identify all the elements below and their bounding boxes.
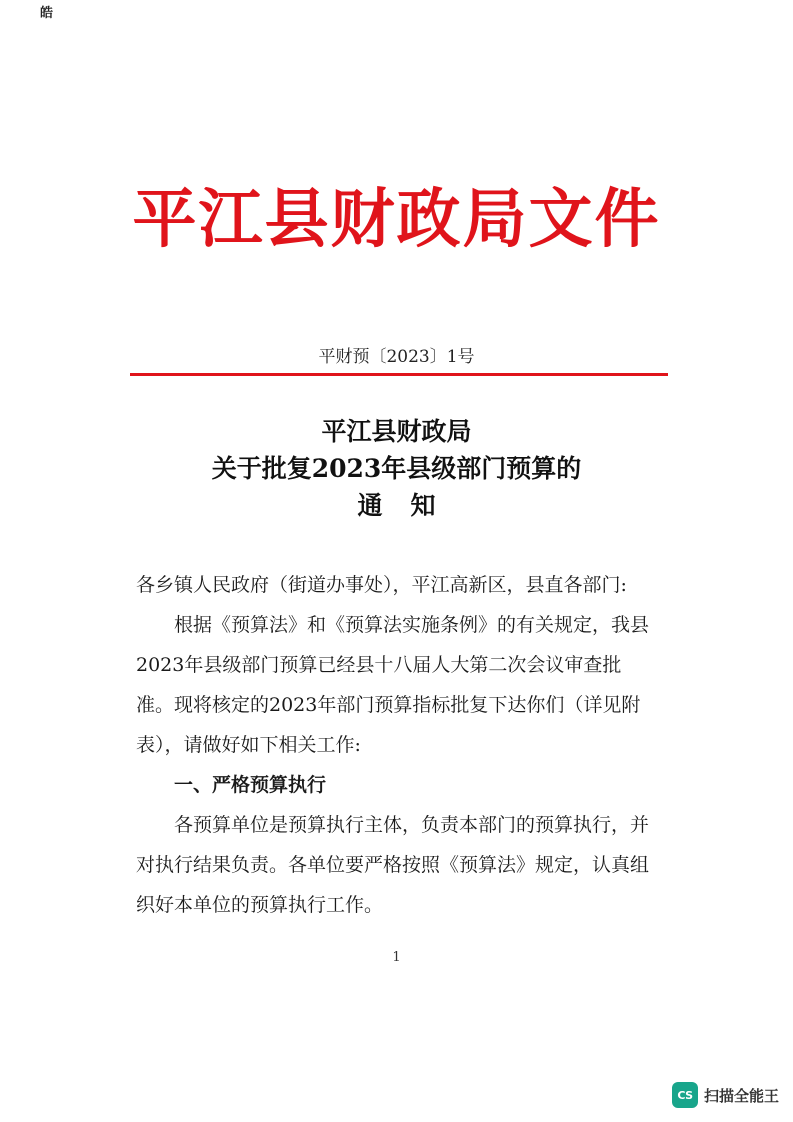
document-header-title: 平江县财政局文件 bbox=[132, 182, 661, 257]
notice-title bbox=[0, 413, 793, 524]
document-number: 平财预〔2023〕1号 bbox=[318, 347, 475, 367]
notice-title-line-3: 通知 bbox=[357, 491, 464, 520]
paragraph-1: 根据《预算法》和《预算法实施条例》的有关规定，我县2023年县级部门预算已经县十八届人大第二次会议审查批准。现将核定的2023年部门预算指标批复下达你们（详见附表），请做好如下相关工作: bbox=[136, 614, 650, 756]
section-1-heading: 一、严格预算执行 bbox=[174, 774, 327, 796]
notice-title-line-1: 平江县财政局 bbox=[321, 417, 472, 446]
notice-title-line-2: 关于批复2023年县级部门预算的 bbox=[211, 454, 582, 483]
red-divider-line bbox=[130, 373, 668, 376]
document-body bbox=[136, 565, 656, 925]
camscanner-logo-icon: CS bbox=[672, 1082, 698, 1108]
section-1-text: 各预算单位是预算执行主体，负责本部门的预算执行，并对执行结果负责。各单位要严格按照《预算法》规定，认真组织好本单位的预算执行工作。 bbox=[136, 814, 650, 916]
scanner-watermark bbox=[672, 1082, 779, 1108]
page-number: 1 bbox=[392, 950, 401, 965]
salutation: 各乡镇人民政府（街道办事处），平江高新区，县直各部门: bbox=[136, 574, 627, 596]
scanner-app-name: 扫描全能王 bbox=[703, 1086, 779, 1105]
page-corner-mark: 皓 bbox=[40, 6, 53, 21]
